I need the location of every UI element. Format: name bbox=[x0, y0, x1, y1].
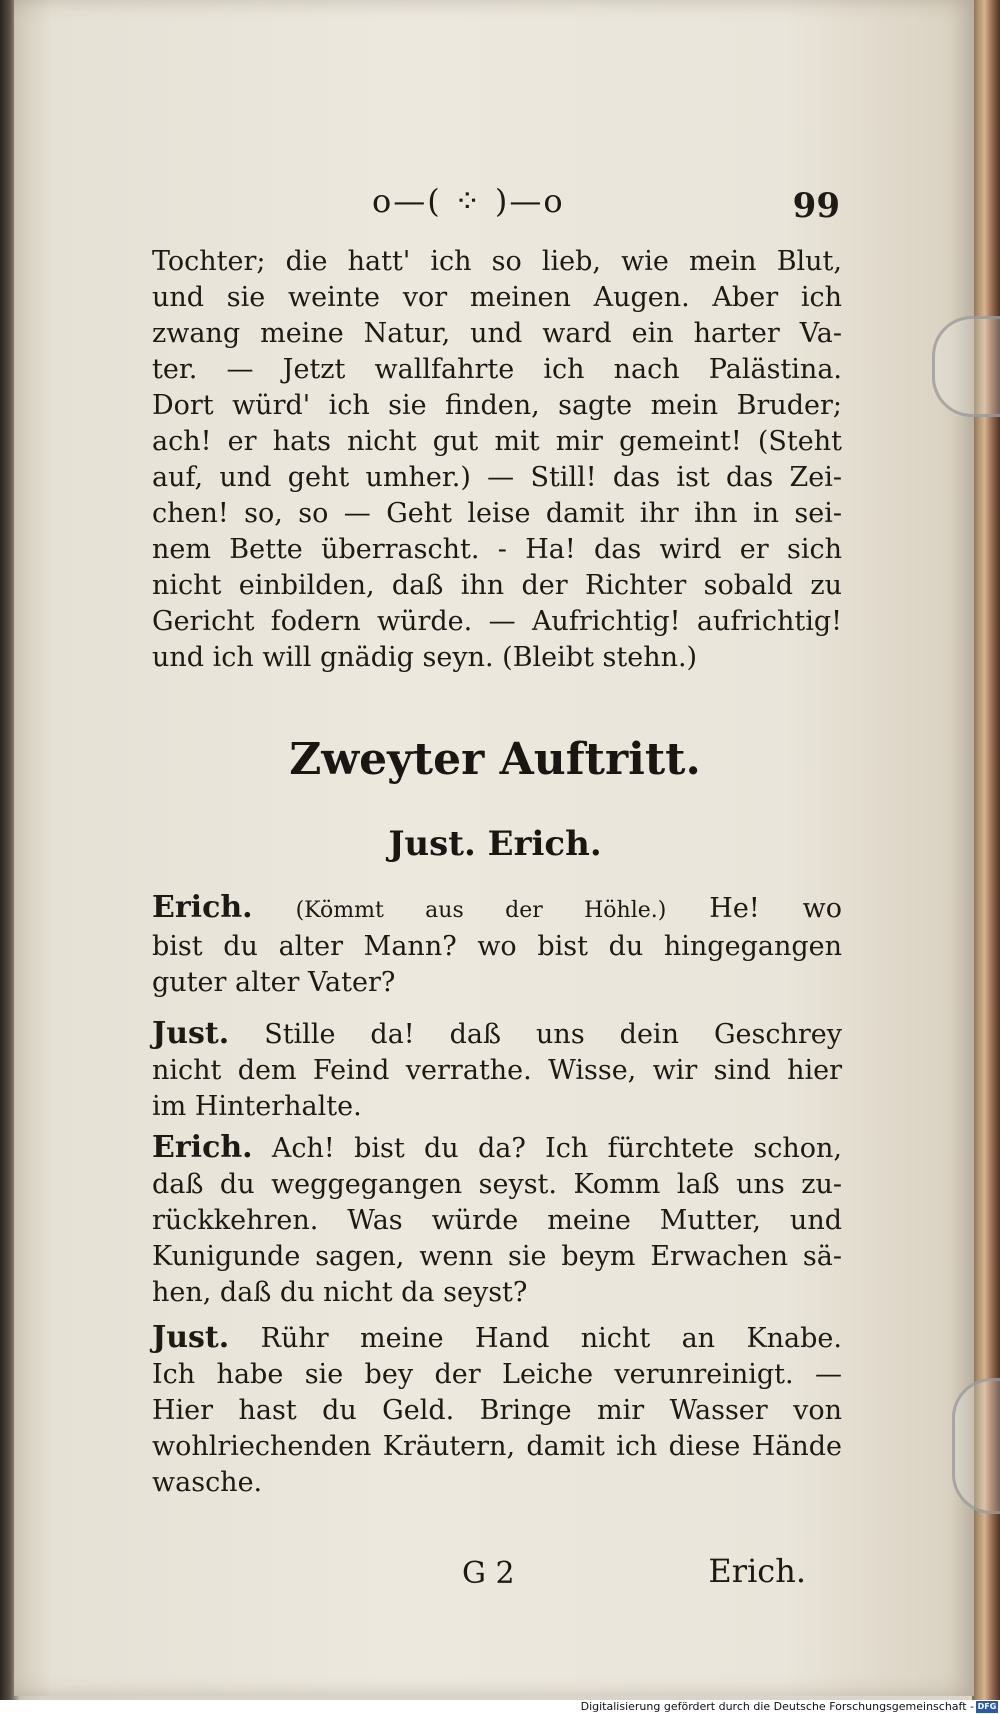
speaker-name: Erich. bbox=[152, 890, 253, 925]
stage-direction: (Kömmt aus der Höhle.) bbox=[295, 898, 667, 923]
credit-bar bbox=[0, 1700, 1000, 1714]
text-line: Gericht fodern würde. — Aufrichtig! aufrichtig! bbox=[152, 606, 842, 637]
speaker-name: Just. bbox=[152, 1016, 230, 1051]
page-header bbox=[150, 180, 840, 230]
speech-line: daß du weggegangen seyst. Komm laß uns zu- bbox=[152, 1169, 842, 1200]
text-line: und sie weinte vor meinen Augen. Aber ich bbox=[152, 282, 842, 313]
printer-signature: G 2 bbox=[462, 1556, 515, 1591]
dfg-logo-icon: DFG bbox=[977, 1702, 997, 1711]
speech-line: guter alter Vater? bbox=[152, 967, 396, 998]
speech-line: hen, daß du nicht da seyst? bbox=[152, 1277, 528, 1308]
paragraph-monologue bbox=[152, 244, 842, 676]
speech-line: Ach! bist du da? Ich fürchtete schon, bbox=[271, 1133, 842, 1164]
header-ornament: o—( ⁘ )—o bbox=[372, 182, 565, 220]
speech-line: bist du alter Mann? wo bist du hingegangen bbox=[152, 931, 842, 962]
speech-line: Rühr meine Hand nicht an Knabe. bbox=[260, 1323, 842, 1354]
text-line: Dort würd' ich sie finden, sagte mein Bruder; bbox=[152, 390, 842, 421]
text-line: nem Bette überrascht. - Ha! das wird er sich bbox=[152, 534, 842, 565]
speech-block bbox=[152, 1320, 842, 1501]
page-clip-top bbox=[932, 316, 1000, 417]
scene-characters: Just. Erich. bbox=[388, 824, 602, 864]
text-line: zwang meine Natur, und ward ein harter Va- bbox=[152, 318, 842, 349]
speech-line: rückkehren. Was würde meine Mutter, und bbox=[152, 1205, 842, 1236]
text-line: auf, und geht umher.) — Still! das ist das Zei- bbox=[152, 462, 842, 493]
digitization-credit: Digitalisierung gefördert durch die Deutsche Forschungsgemeinschaft - bbox=[580, 1700, 974, 1713]
speech-line: Kunigunde sagen, wenn sie beym Erwachen sä- bbox=[152, 1241, 842, 1272]
page-clip-bottom bbox=[952, 1378, 1000, 1514]
text-line: ach! er hats nicht gut mit mir gemeint! (Steht bbox=[152, 426, 842, 457]
speech-line: Ich habe sie bey der Leiche verunreinigt. — bbox=[152, 1359, 842, 1390]
speech-line: nicht dem Feind verrathe. Wisse, wir sind hier bbox=[152, 1055, 842, 1086]
speaker-name: Erich. bbox=[152, 1130, 253, 1165]
page-number: 99 bbox=[792, 186, 840, 226]
text-line: nicht einbilden, daß ihn der Richter sobald zu bbox=[152, 570, 842, 601]
speech-block bbox=[152, 890, 842, 1001]
speech-line: im Hinterhalte. bbox=[152, 1091, 362, 1122]
speech-line: Stille da! daß uns dein Geschrey bbox=[264, 1019, 842, 1050]
speech-block bbox=[152, 1016, 842, 1125]
scene-title: Zweyter Auftritt. bbox=[289, 734, 701, 785]
text-line: und ich will gnädig seyn. (Bleibt stehn.) bbox=[152, 642, 698, 673]
catchword: Erich. bbox=[708, 1552, 806, 1590]
speech-line: Hier hast du Geld. Bringe mir Wasser von bbox=[152, 1395, 842, 1426]
text-line: chen! so, so — Geht leise damit ihr ihn in sei- bbox=[152, 498, 842, 529]
speech-line: wasche. bbox=[152, 1467, 263, 1498]
speech-line: He! wo bbox=[709, 893, 842, 924]
text-line: Tochter; die hatt' ich so lieb, wie mein Blut, bbox=[152, 246, 842, 277]
text-line: ter. — Jetzt wallfahrte ich nach Palästina. bbox=[152, 354, 842, 385]
speech-block bbox=[152, 1130, 842, 1311]
page-footer bbox=[150, 1552, 840, 1596]
speech-line: wohlriechenden Kräutern, damit ich diese Hände bbox=[152, 1431, 842, 1462]
speaker-name: Just. bbox=[152, 1320, 230, 1355]
